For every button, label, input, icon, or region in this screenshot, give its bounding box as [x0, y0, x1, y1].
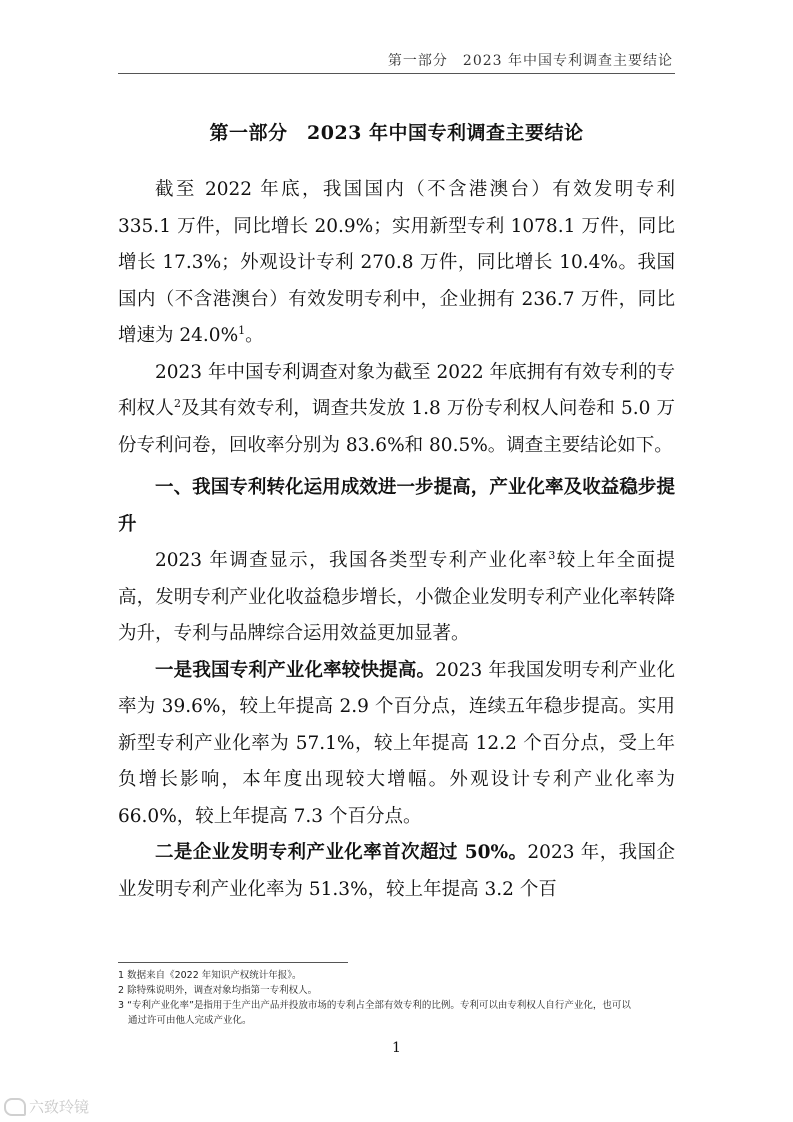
paragraph-4-text: 2023 年我国发明专利产业化率为 39.6%，较上年提高 2.9 个百分点，连续五年稳步提高。实用新型专利产业化率为 57.1%，较上年提高 12.2 个百分点，受上年负增长影响，本年度出现较大增幅。外观设计专利产业化率为 66.0%，较上年提高 7.3 个百分点。 [118, 659, 675, 827]
paragraph-2 [118, 355, 675, 465]
paragraph-2-text: 2023 年中国专利调查对象为截至 2022 年底拥有有效专利的专利权人 [118, 361, 675, 419]
paragraph-4-lead: 一是我国专利产业化率较快提高。 [155, 659, 436, 681]
body-text [118, 172, 675, 908]
page-number: 1 [392, 1040, 401, 1056]
paragraph-1 [118, 172, 675, 355]
paragraph-1-text: 截至 2022 年底，我国国内（不含港澳台）有效发明专利 335.1 万件，同比增长 20.9%；实用新型专利 1078.1 万件，同比增长 17.3%；外观设计专利 270.8 万件，同比增长 10.4%。我国国内（不含港澳台）有效发明专利中，企业拥有 236.7 万件，同比增速为 24.0% [118, 179, 675, 346]
footnote-3: 3 “专利产业化率”是指用于生产出产品并投放市场的专利占全部有效专利的比例。专利可以由专利权人自行产业化，也可以 [118, 1000, 631, 1011]
footnote-2: 2 除特殊说明外，调查对象均指第一专利权人。 [118, 985, 318, 996]
footnote-ref-2: 2 [174, 396, 182, 410]
footnotes [118, 968, 675, 1028]
paragraph-5-text: 2023 年，我国企业发明专利产业化率为 51.3%，较上年提高 3.2 个百 [118, 842, 676, 900]
paragraph-3-end: 较上年全面提高，发明专利产业化收益稳步增长，小微企业发明专利产业化率转降为升，专利与品牌综合运用效益更加显著。 [118, 550, 675, 644]
paragraph-5 [118, 835, 675, 908]
paragraph-3-text: 2023 年调查显示，我国各类型专利产业化率 [155, 550, 549, 571]
footnote-ref-1: 1 [238, 323, 246, 337]
page-title: 第一部分 2023 年中国专利调查主要结论 [209, 122, 584, 144]
paragraph-3 [118, 543, 675, 653]
paragraph-4 [118, 653, 675, 836]
running-header: 第一部分 2023 年中国专利调查主要结论 [387, 53, 673, 69]
footnote-1: 1 数据来自《2022 年知识产权统计年报》。 [118, 970, 302, 981]
section-heading: 一、我国专利转化运用成效进一步提高，产业化率及收益稳步提升 [118, 477, 675, 535]
header-divider [118, 73, 675, 74]
paragraph-5-lead: 二是企业发明专利产业化率首次超过 50%。 [155, 842, 528, 863]
footnote-3-continued: 通过许可由他人完成产业化。 [128, 1015, 252, 1026]
watermark-logo-icon [4, 1098, 26, 1116]
watermark [4, 1096, 89, 1117]
paragraph-1-end: 。 [245, 325, 264, 346]
footnote-divider [118, 962, 348, 963]
footnote-ref-3: 3 [548, 548, 556, 562]
watermark-text: 六致玲镜 [29, 1098, 90, 1116]
paragraph-2-end: 及其有效专利，调查共发放 1.8 万份专利权人问卷和 5.0 万份专利问卷，回收率分别为 83.6%和 80.5%。调查主要结论如下。 [118, 398, 675, 456]
